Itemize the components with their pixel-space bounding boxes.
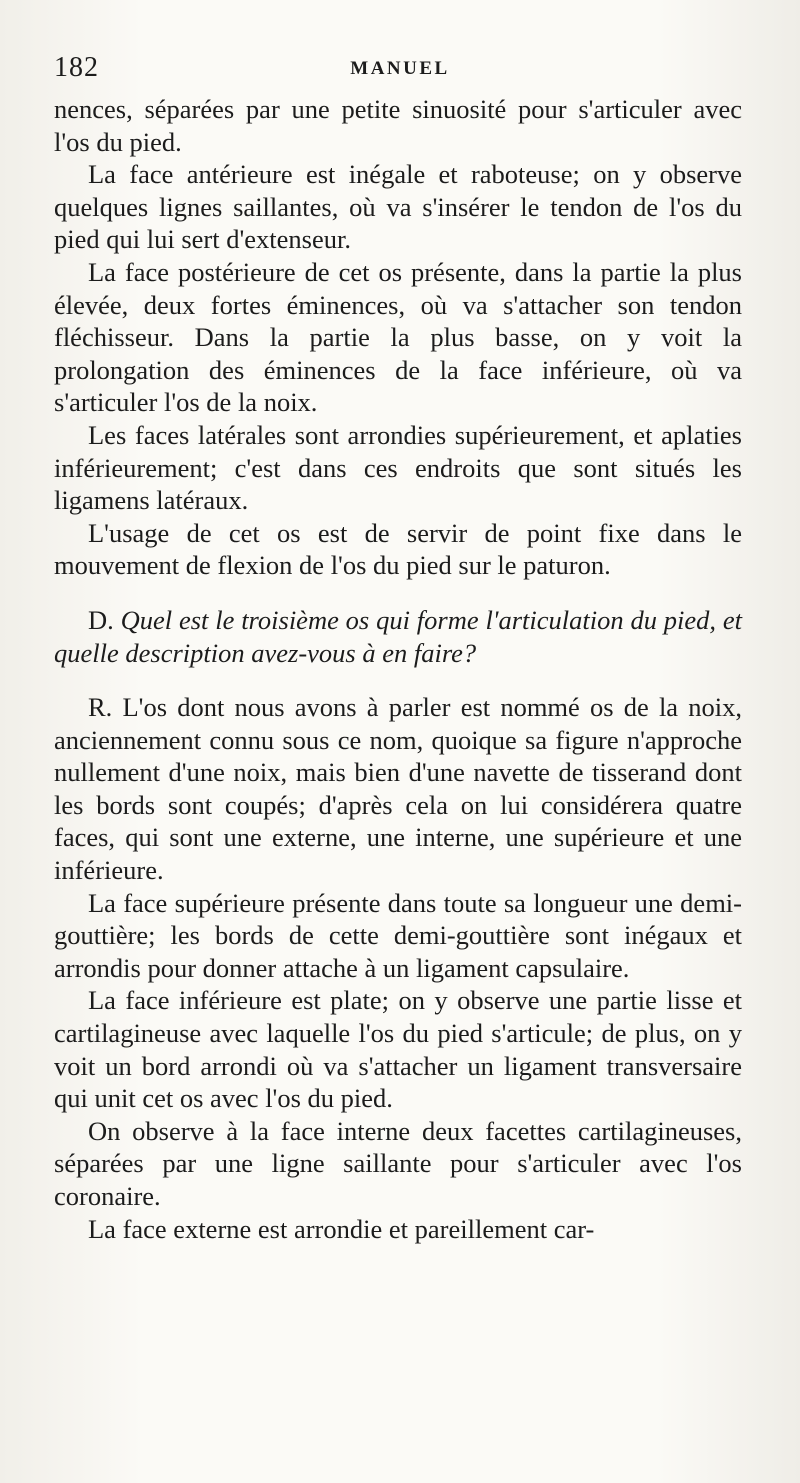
paragraph-continuation: nences, séparées par une petite sinuosité pour s'articuler avec l'os du pied. (54, 94, 742, 157)
paragraph-lateral-faces: Les faces latérales sont arrondies supérieurement, et aplaties inférieurement; c'est dans ces endroits que sont situés les ligamens latéraux. (54, 419, 742, 516)
answer-paragraph (54, 691, 742, 887)
paragraph-external-face: La face externe est arrondie et pareillement car- (88, 1213, 595, 1244)
answer-label: R. (88, 692, 113, 723)
question-text: Quel est le troisième os qui forme l'articulation du pied, et quelle description avez-vous à en faire? (54, 604, 742, 668)
paragraph-internal-face: On observe à la face interne deux facettes cartilagineuses, séparées par une ligne saillante pour s'articuler avec l'os coronaire. (54, 1115, 742, 1211)
paragraph-superior-face: La face supérieure présente dans toute sa longueur une demi-gouttière; les bords de cette demi-gouttière sont inégaux et arrondis pour donner attache à un ligament capsulaire. (54, 887, 742, 983)
paragraph-anterior-face: La face antérieure est inégale et raboteuse; on y observe quelques lignes saillantes, où va s'insérer le tendon de l'os du pied qui lui sert d'extenseur. (54, 159, 742, 255)
page-number: 182 (54, 52, 99, 83)
running-title: MANUEL (350, 58, 450, 79)
paragraph-posterior-face: La face postérieure de cet os présente, dans la partie la plus élevée, deux fortes éminences, où va s'attacher son tendon fléchisseur. Dans la partie la plus basse, on y voit la prolongation des éminences de la face inférieure, où va s'articuler l'os de la noix. (54, 256, 742, 418)
running-head (54, 52, 746, 88)
body-text (54, 93, 742, 1245)
paragraph-inferior-face: La face inférieure est plate; on y observe une partie lisse et cartilagineuse avec laquelle l'os du pied s'articule; de plus, on y voit un bord arrondi où va s'attacher un ligament transversaire qui unit cet os avec l'os du pied. (54, 985, 742, 1114)
question-paragraph (54, 604, 742, 669)
answer-text: L'os dont nous avons à parler est nommé os de la noix, anciennement connu sous ce nom, quoique sa figure n'approche nullement d'une noix, mais bien d'une navette de tisserand dont les bords sont coupés; d'après cela on lui considérera quatre faces, qui sont une externe, une interne, une supérieure et une inférieure. (54, 692, 742, 886)
paragraph-usage: L'usage de cet os est de servir de point fixe dans le mouvement de flexion de l'os du pied sur le paturon. (54, 517, 742, 581)
question-label: D. (88, 604, 114, 635)
